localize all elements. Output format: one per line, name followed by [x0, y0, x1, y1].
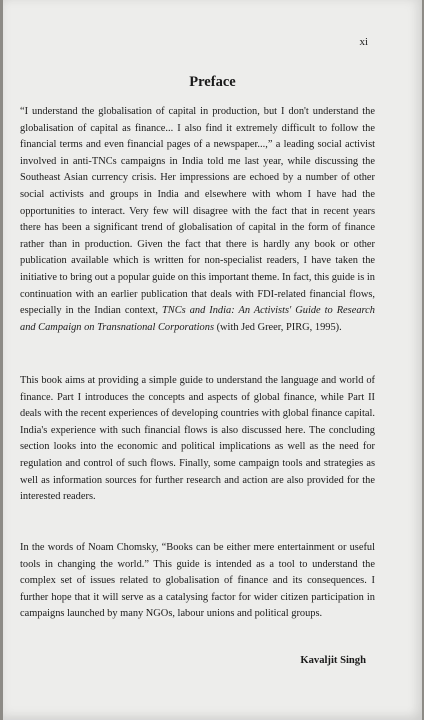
paragraph-3: In the words of Noam Chomsky, “Books can be either mere entertainment or useful tools in changing the world.” This guide is intended as a tool to understand the complex set of issues related to globalisation of finance and its consequences. I further hope that it will serve as a catalysing factor for wider citizen participation in campaigns launched by many NGOs, labour unions and political groups. [20, 542, 375, 620]
paragraph-1-book-title: TNCs and India: An Activists' Guide to Research and Campaign on Transnational Corporations [20, 305, 375, 333]
book-page [3, 0, 422, 720]
paragraph-1-text-b: (with Jed Greer, PIRG, 1995). [214, 321, 342, 333]
paragraph-2: This book aims at providing a simple guide to understand the language and world of finance. Part I introduces the concepts and aspects of global finance, while Part II deals with the recent experiences of developing countries with global finance capital. India's experience with such financial flows is also discussed here. The concluding section looks into the economic and political implications as well as the need for regulation and control of such flows. Finally, some campaign tools and strategies as well as information sources for further research and action are also provided for the interested readers. [20, 375, 375, 503]
paragraph-1 [20, 104, 375, 336]
paragraph-1-text-a: “I understand the globalisation of capital in production, but I don't understand the globalisation of capital as finance... I also find it extremely difficult to follow the financial terms and even financial pages of a newspaper...,” a leading social activist involved in anti-TNCs campaigns in India told me last year, while discussing the Southeast Asian currency crisis. Her impressions are echoed by a number of other social activists and groups in India and elsewhere with whom I have had the opportunities to interact. Very few will disagree with the fact that in recent years there has been a significant trend of globalisation of capital in the form of finance rather than in production. Given the fact that there is hardly any book or other publication available which is written for non-specialist readers, I have taken the initiative to bring out a popular guide on this important theme. In fact, this guide is in continuation with an earlier publication that deals with FDI-related financial flows, especially in the Indian context, [20, 106, 375, 317]
page-number: xi [359, 36, 368, 48]
author-signature: Kavaljit Singh [300, 655, 366, 666]
page-title: Preface [189, 74, 236, 90]
